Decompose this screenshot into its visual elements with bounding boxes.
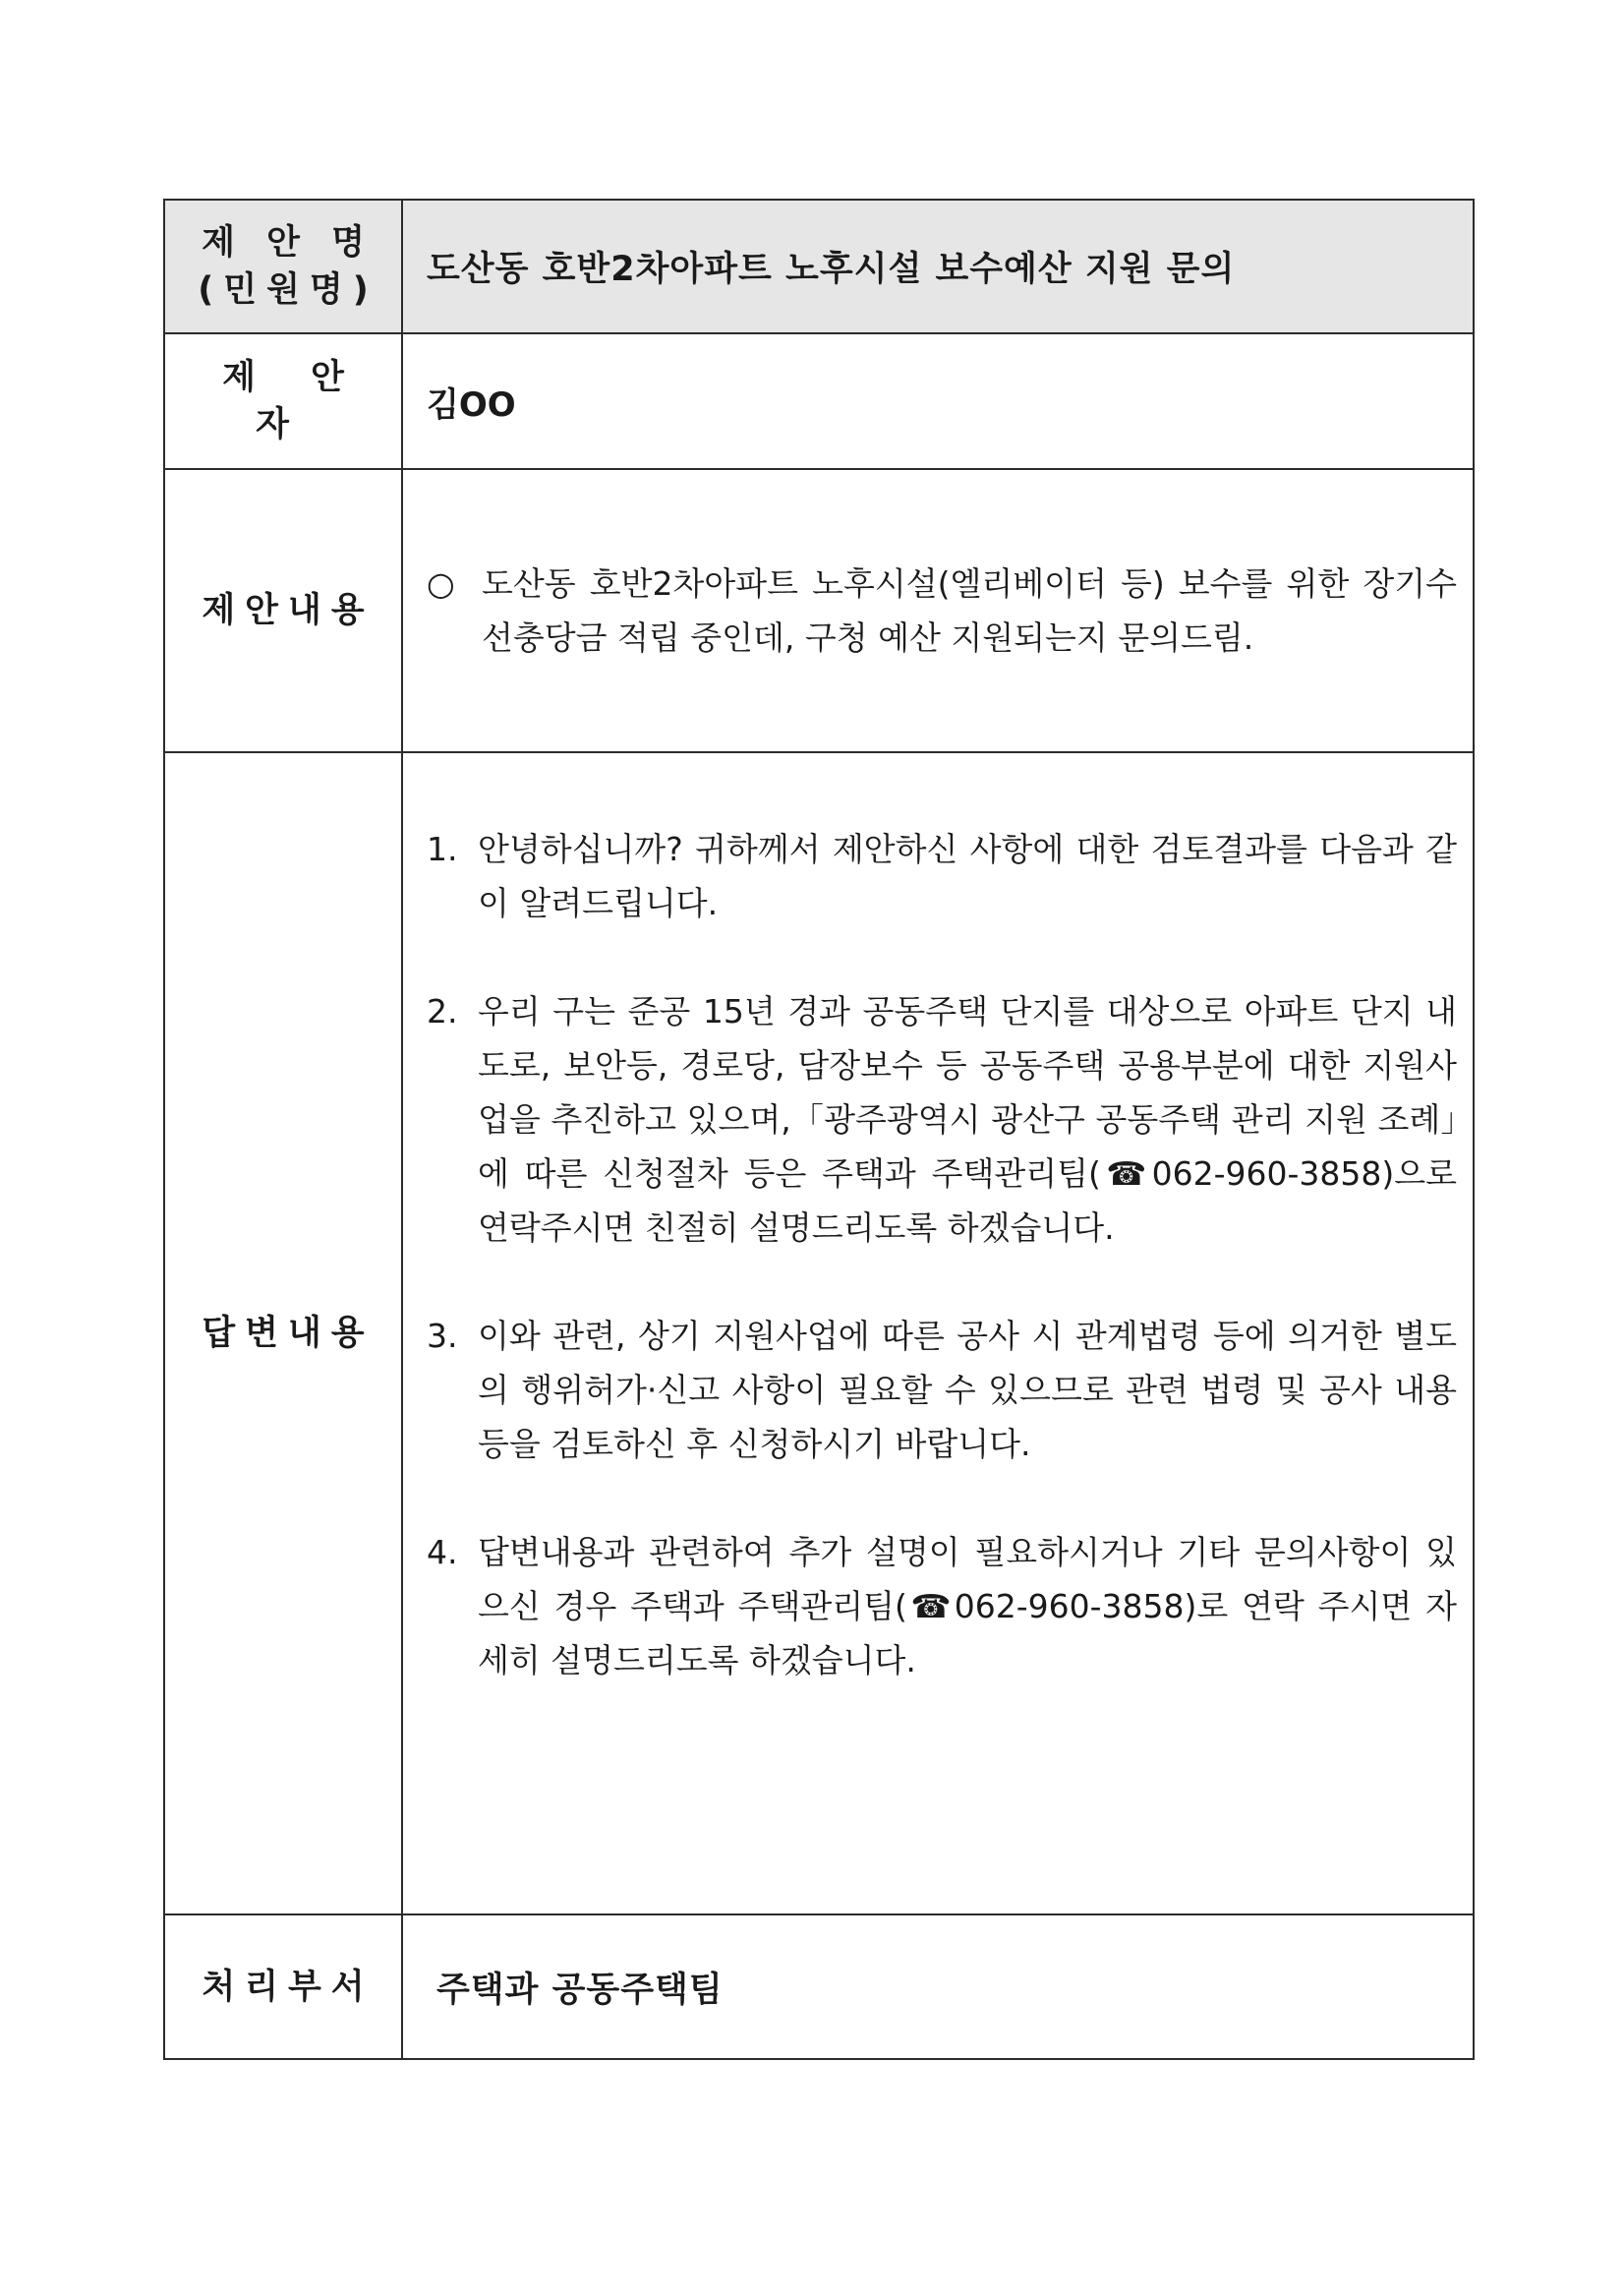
title-row bbox=[164, 200, 1474, 333]
answer-text: 이와 관련, 상기 지원사업에 따른 공사 시 관계법령 등에 의거한 별도의 행위허가·신고 사항이 필요할 수 있으므로 관련 법령 및 공사 내용 등을 검토하신 후 신청하시기 바랍니다. bbox=[478, 1316, 1457, 1463]
answer-value-cell bbox=[402, 752, 1474, 1914]
answer-list bbox=[427, 769, 1457, 1899]
proposal-title: 도산동 호반2차아파트 노후시설 보수예산 지원 문의 bbox=[427, 250, 1236, 289]
author-label-cell bbox=[164, 333, 402, 469]
answer-number: 1. bbox=[427, 829, 458, 868]
answer-number: 3. bbox=[427, 1316, 458, 1355]
answer-number: 4. bbox=[427, 1532, 458, 1571]
content-paragraph bbox=[427, 557, 1457, 665]
answer-item bbox=[427, 984, 1457, 1255]
department-label: 처리부서 bbox=[202, 1967, 375, 2007]
answer-text: 답변내용과 관련하여 추가 설명이 필요하시거나 기타 문의사항이 있으신 경우 주택과 주택관리팀(☎062-960-3858)로 연락 주시면 자세히 설명드리도록 하겠습니다. bbox=[478, 1532, 1457, 1679]
department-row bbox=[164, 1914, 1474, 2059]
title-label-line2: (민원명) bbox=[198, 270, 378, 310]
content-row bbox=[164, 469, 1474, 752]
answer-text: 우리 구는 준공 15년 경과 공동주택 단지를 대상으로 아파트 단지 내 도로, 보안등, 경로당, 담장보수 등 공동주택 공용부분에 대한 지원사업을 추진하고 있으며,「광주광역시 광산구 공동주택 관리 지원 조례」에 따른 신청절차 등은 주택과 주택관리팀(☎062-960-3858)으로 연락주시면 친절히 설명드리도록 하겠습니다. bbox=[478, 991, 1457, 1247]
answer-text: 안녕하십니까? 귀하께서 제안하신 사항에 대한 검토결과를 다음과 같이 알려드립니다. bbox=[478, 829, 1457, 922]
title-label-cell bbox=[164, 200, 402, 333]
content-label-cell bbox=[164, 469, 402, 752]
department-name: 주택과 공동주택팀 bbox=[436, 1970, 724, 2010]
answer-number: 2. bbox=[427, 991, 458, 1030]
author-row bbox=[164, 333, 1474, 469]
author-label: 제 안 자 bbox=[222, 358, 366, 444]
department-label-cell bbox=[164, 1914, 402, 2059]
author-name: 김OO bbox=[427, 384, 516, 425]
answer-item bbox=[427, 1525, 1457, 1687]
content-label: 제안내용 bbox=[202, 591, 375, 630]
department-value-cell bbox=[402, 1914, 1474, 2059]
author-value-cell bbox=[402, 333, 1474, 469]
proposal-form-table bbox=[163, 199, 1475, 2060]
circle-bullet-icon: ○ bbox=[427, 564, 455, 603]
answer-item bbox=[427, 1309, 1457, 1471]
content-text: 도산동 호반2차아파트 노후시설(엘리베이터 등) 보수를 위한 장기수선충당금 적립 중인데, 구청 예산 지원되는지 문의드림. bbox=[482, 564, 1457, 657]
title-label-line1: 제 안 명 bbox=[202, 223, 375, 263]
title-value-cell bbox=[402, 200, 1474, 333]
answer-item bbox=[427, 822, 1457, 930]
answer-row bbox=[164, 752, 1474, 1914]
answer-label: 답변내용 bbox=[202, 1314, 375, 1353]
content-value-cell bbox=[402, 469, 1474, 752]
answer-label-cell bbox=[164, 752, 402, 1914]
